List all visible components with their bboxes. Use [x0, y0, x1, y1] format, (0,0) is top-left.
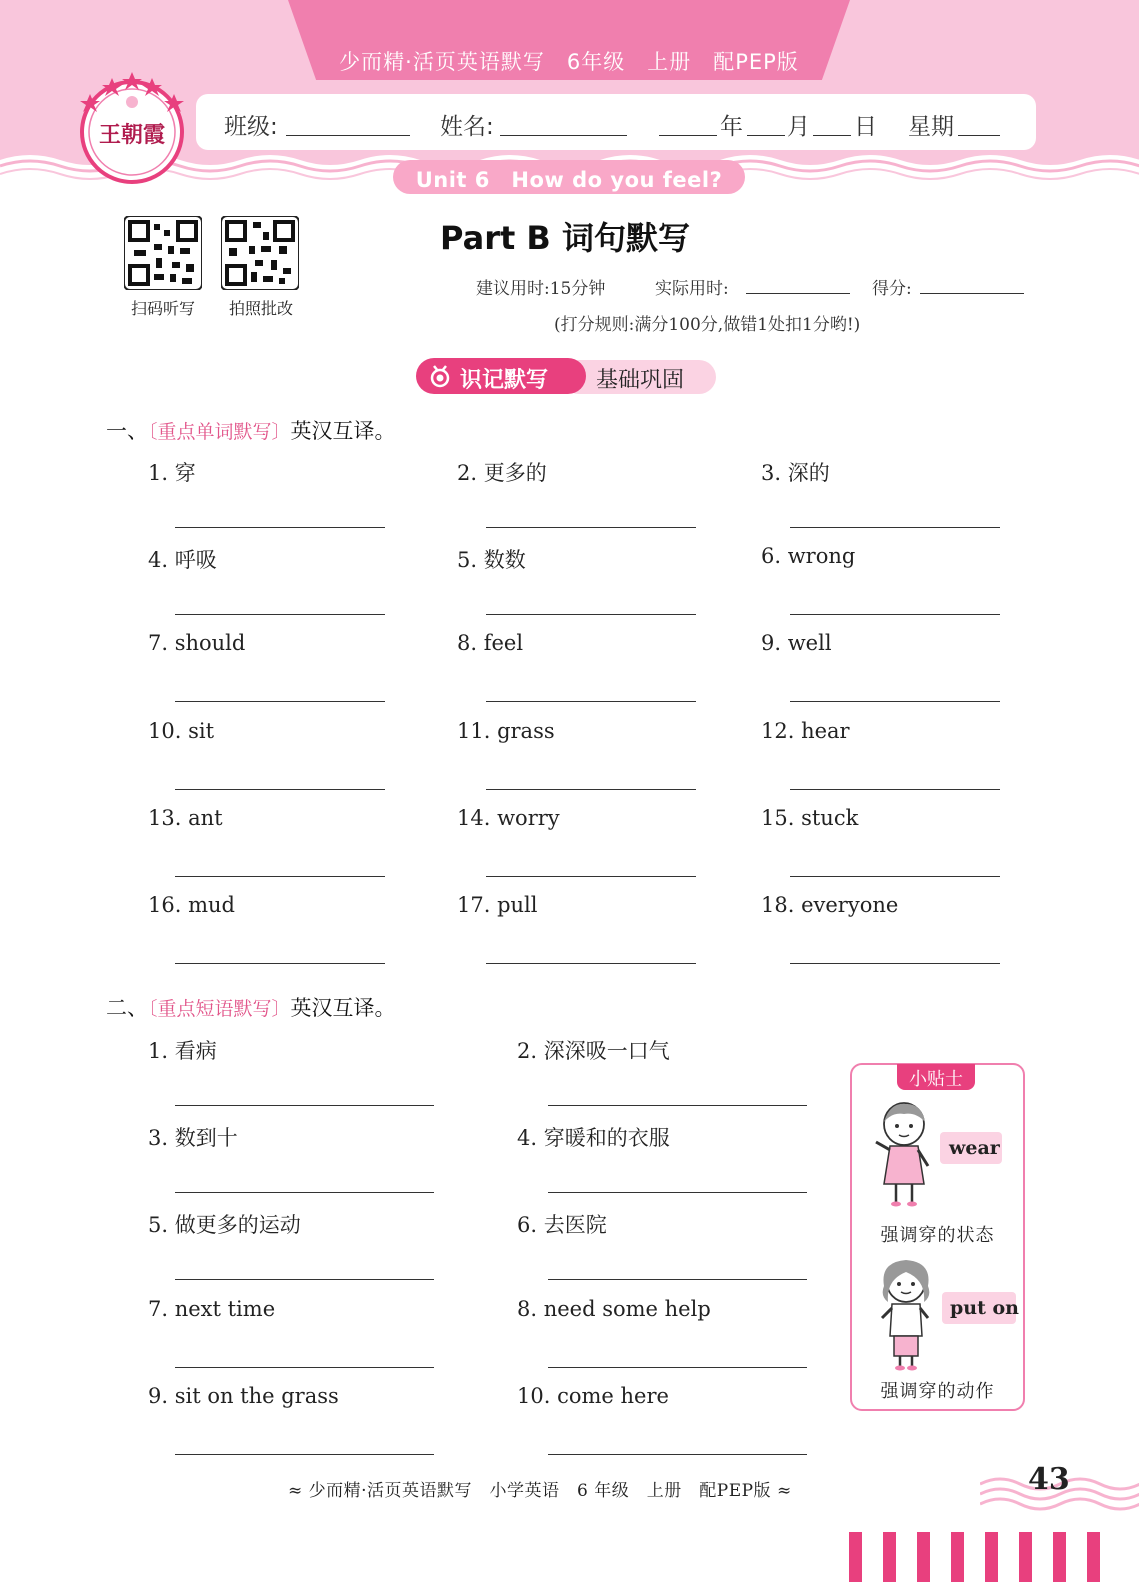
answer-line[interactable]	[175, 963, 385, 964]
name-field[interactable]	[500, 134, 627, 136]
answer-line[interactable]	[548, 1192, 807, 1193]
girl-wearing-coat-illustration	[870, 1098, 936, 1208]
exercise-item: 4. 呼吸	[148, 548, 217, 573]
exercise-item: 13. ant	[148, 805, 223, 830]
banner-label: 识记默写	[460, 368, 549, 393]
week-label: 星期	[908, 114, 954, 140]
answer-line[interactable]	[790, 701, 1000, 702]
section1-heading	[106, 415, 396, 445]
footer-text: ≈ 少而精·活页英语默写 小学英语 6 年级 上册 配PEP版 ≈	[288, 1481, 792, 1501]
section2-instruction: 英汉互译。	[290, 996, 396, 1020]
footer-stripe	[883, 1532, 896, 1582]
answer-line[interactable]	[486, 614, 696, 615]
exercise-item: 6. wrong	[761, 544, 856, 569]
exercise-item: 8. need some help	[517, 1296, 711, 1321]
answer-line[interactable]	[486, 789, 696, 790]
answer-line[interactable]	[790, 876, 1000, 877]
banner-sub-label: 基础巩固	[596, 368, 685, 393]
exercise-item: 9. well	[761, 631, 832, 656]
answer-line[interactable]	[175, 701, 385, 702]
year-field[interactable]	[659, 134, 717, 136]
section2-heading	[106, 992, 396, 1022]
exercise-item: 1. 看病	[148, 1039, 217, 1063]
exercise-item: 3. 深的	[761, 461, 830, 485]
week-field[interactable]	[958, 134, 1000, 136]
exercise-item: 1. 穿	[148, 461, 196, 485]
section1-number: 一、	[106, 419, 148, 443]
girl-putting-on-coat-illustration	[872, 1256, 938, 1372]
answer-line[interactable]	[175, 1105, 434, 1106]
exercise-item: 2. 更多的	[457, 461, 547, 485]
footer-stripe	[1087, 1532, 1100, 1582]
answer-line[interactable]	[175, 1279, 434, 1280]
answer-line[interactable]	[486, 527, 696, 528]
answer-line[interactable]	[486, 701, 696, 702]
answer-line[interactable]	[175, 1367, 434, 1368]
footer-stripe	[1053, 1532, 1066, 1582]
exercise-item: 17. pull	[457, 893, 538, 917]
correct-qr-label: 拍照批改	[228, 299, 293, 318]
class-label: 班级:	[224, 114, 278, 140]
correct-qr-code-icon[interactable]	[221, 216, 299, 290]
answer-line[interactable]	[175, 1192, 434, 1193]
answer-line[interactable]	[486, 963, 696, 964]
actual-time-field[interactable]	[746, 292, 850, 294]
exercise-item: 3. 数到十	[148, 1126, 238, 1151]
answer-line[interactable]	[175, 1454, 434, 1455]
section1-instruction: 英汉互译。	[290, 419, 396, 443]
score-label: 得分:	[872, 279, 912, 299]
scoring-rule: (打分规则:满分100分,做错1处扣1分哟!)	[554, 315, 861, 335]
section2-tag: 〔重点短语默写〕	[148, 998, 291, 1020]
logo-text: 王朝霞	[98, 122, 165, 148]
footer-stripe	[917, 1532, 930, 1582]
listen-qr-label: 扫码听写	[130, 299, 195, 318]
page-number: 43	[1028, 1462, 1070, 1497]
tip-word-wear: wear	[949, 1137, 1000, 1159]
answer-line[interactable]	[548, 1105, 807, 1106]
answer-line[interactable]	[486, 876, 696, 877]
answer-line[interactable]	[175, 789, 385, 790]
exercise-item: 10. come here	[517, 1383, 669, 1408]
footer-stripe	[985, 1532, 998, 1582]
score-field[interactable]	[920, 292, 1024, 294]
part-title: Part B 词句默写	[440, 219, 690, 257]
answer-line[interactable]	[790, 963, 1000, 964]
answer-line[interactable]	[175, 527, 385, 528]
answer-line[interactable]	[175, 614, 385, 615]
footer-stripe	[849, 1532, 862, 1582]
exercise-item: 18. everyone	[761, 893, 899, 917]
class-field[interactable]	[286, 134, 410, 136]
exercise-item: 7. next time	[148, 1296, 276, 1321]
footer-stripe	[1019, 1532, 1032, 1582]
tip-word-put-on: put on	[950, 1297, 1019, 1319]
answer-line[interactable]	[790, 527, 1000, 528]
exercise-item: 14. worry	[457, 805, 560, 830]
exercise-item: 2. 深深吸一口气	[517, 1039, 670, 1063]
exercise-item: 11. grass	[457, 718, 555, 743]
tip-desc-put-on: 强调穿的动作	[880, 1381, 995, 1402]
actual-time-label: 实际用时:	[655, 279, 729, 299]
exercise-item: 7. should	[148, 631, 246, 656]
exercise-item: 5. 做更多的运动	[148, 1213, 301, 1238]
exercise-item: 16. mud	[148, 893, 235, 917]
day-label: 日	[854, 114, 877, 140]
unit-title: Unit 6 How do you feel?	[415, 168, 723, 192]
exercise-item: 12. hear	[761, 718, 850, 743]
exercise-item: 4. 穿暖和的衣服	[517, 1126, 670, 1151]
year-label: 年	[720, 114, 743, 140]
answer-line[interactable]	[548, 1367, 807, 1368]
name-label: 姓名:	[440, 114, 494, 140]
answer-line[interactable]	[175, 876, 385, 877]
medal-icon	[428, 364, 452, 388]
suggested-time: 建议用时:15分钟	[476, 279, 606, 299]
month-label: 月	[787, 114, 810, 140]
listen-qr-code-icon[interactable]	[124, 216, 202, 290]
exercise-item: 6. 去医院	[517, 1213, 607, 1238]
exercise-item: 5. 数数	[457, 548, 526, 573]
answer-line[interactable]	[790, 614, 1000, 615]
series-title: 少而精·活页英语默写 6年级 上册 配PEP版	[339, 50, 799, 74]
footer-stripe	[951, 1532, 964, 1582]
answer-line[interactable]	[790, 789, 1000, 790]
month-field[interactable]	[747, 134, 785, 136]
exercise-item: 10. sit	[148, 718, 215, 743]
tip-title: 小贴士	[909, 1069, 963, 1090]
exercise-item: 8. feel	[457, 631, 524, 656]
section1-tag: 〔重点单词默写〕	[148, 421, 291, 443]
answer-line[interactable]	[548, 1454, 807, 1455]
answer-line[interactable]	[548, 1279, 807, 1280]
exercise-item: 15. stuck	[761, 805, 859, 830]
section2-number: 二、	[106, 996, 148, 1020]
tip-desc-wear: 强调穿的状态	[880, 1225, 995, 1246]
day-field[interactable]	[813, 134, 851, 136]
exercise-item: 9. sit on the grass	[148, 1383, 339, 1408]
